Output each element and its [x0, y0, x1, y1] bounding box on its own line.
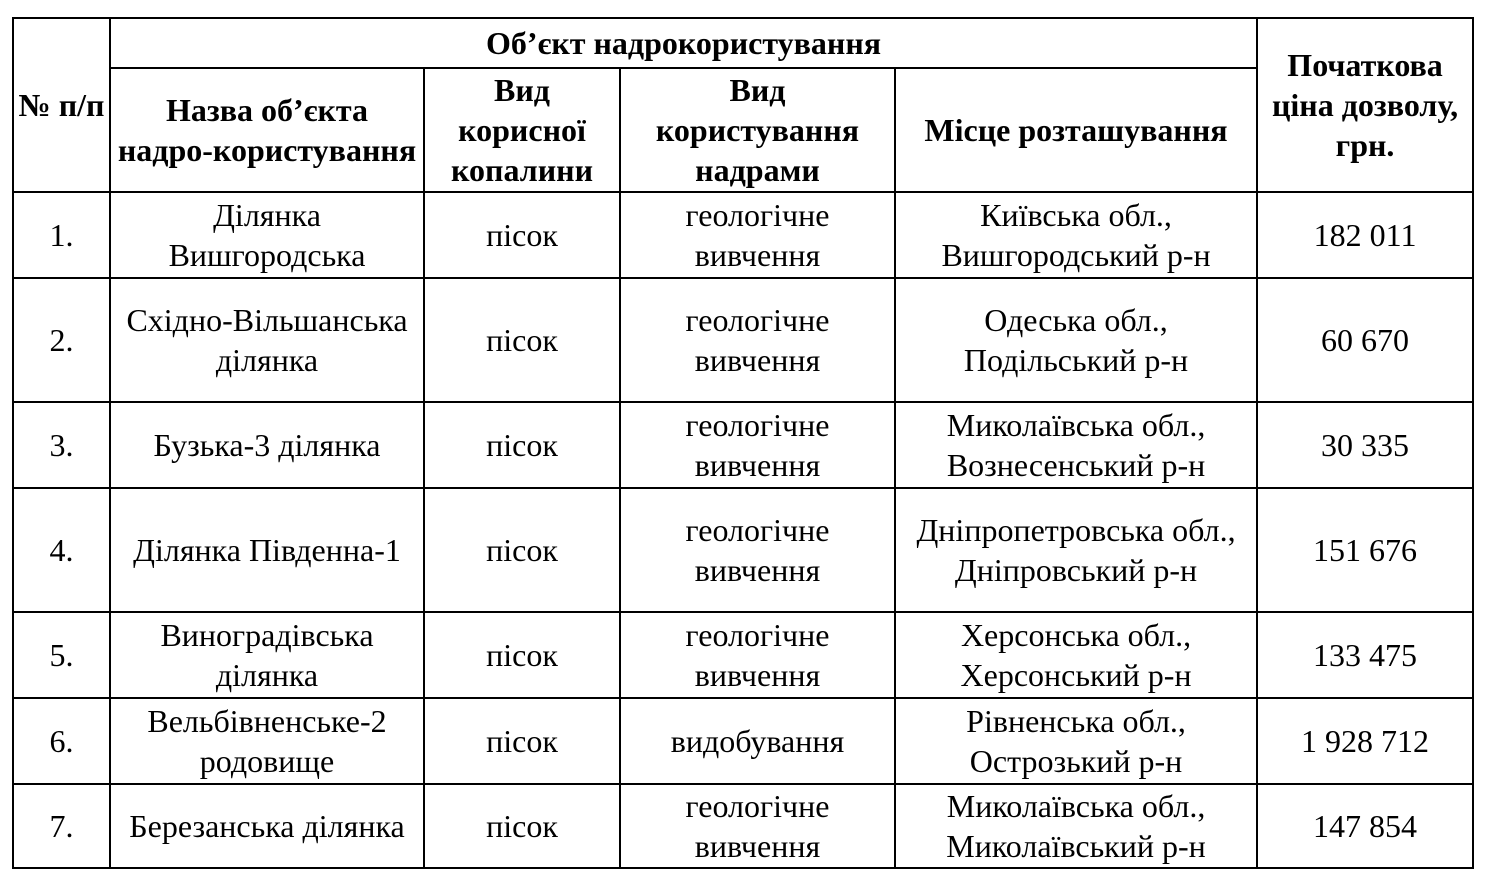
header-usage: Вид користування надрами [620, 68, 895, 192]
cell-location: Херсонська обл., Херсонський р-н [895, 612, 1257, 698]
cell-name: Східно-Вільшанська ділянка [110, 278, 424, 402]
cell-name: Бузька-3 ділянка [110, 402, 424, 488]
header-row-sub [13, 68, 1473, 192]
cell-mineral: пісок [424, 278, 620, 402]
cell-location: Миколаївська обл., Миколаївський р-н [895, 784, 1257, 868]
cell-price: 60 670 [1257, 278, 1473, 402]
cell-name: Березанська ділянка [110, 784, 424, 868]
header-object-group: Об’єкт надрокористування [110, 18, 1257, 68]
cell-price: 147 854 [1257, 784, 1473, 868]
header-location: Місце розташування [895, 68, 1257, 192]
header-row-top [13, 18, 1473, 68]
cell-price: 133 475 [1257, 612, 1473, 698]
cell-price: 151 676 [1257, 488, 1473, 612]
cell-num: 1. [13, 192, 110, 278]
cell-num: 6. [13, 698, 110, 784]
cell-usage: видобування [620, 698, 895, 784]
cell-mineral: пісок [424, 784, 620, 868]
cell-price: 30 335 [1257, 402, 1473, 488]
header-name: Назва об’єкта надро-користування [110, 68, 424, 192]
cell-price: 1 928 712 [1257, 698, 1473, 784]
table-row [13, 698, 1473, 784]
cell-num: 7. [13, 784, 110, 868]
cell-num: 2. [13, 278, 110, 402]
table-row [13, 488, 1473, 612]
cell-name: Ділянка Вишгородська [110, 192, 424, 278]
cell-location: Дніпропетровська обл., Дніпровський р-н [895, 488, 1257, 612]
cell-usage: геологічне вивчення [620, 278, 895, 402]
table-row [13, 278, 1473, 402]
cell-mineral: пісок [424, 488, 620, 612]
cell-num: 4. [13, 488, 110, 612]
cell-usage: геологічне вивчення [620, 402, 895, 488]
cell-mineral: пісок [424, 612, 620, 698]
cell-usage: геологічне вивчення [620, 192, 895, 278]
header-mineral: Вид корисної копалини [424, 68, 620, 192]
cell-name: Виноградівська ділянка [110, 612, 424, 698]
table-row [13, 402, 1473, 488]
cell-name: Вельбівненське-2 родовище [110, 698, 424, 784]
cell-mineral: пісок [424, 698, 620, 784]
cell-num: 5. [13, 612, 110, 698]
cell-location: Рівненська обл., Острозький р-н [895, 698, 1257, 784]
cell-usage: геологічне вивчення [620, 488, 895, 612]
table-row [13, 612, 1473, 698]
cell-mineral: пісок [424, 192, 620, 278]
table-header [13, 18, 1473, 192]
cell-mineral: пісок [424, 402, 620, 488]
table-row [13, 784, 1473, 868]
cell-price: 182 011 [1257, 192, 1473, 278]
cell-name: Ділянка Південна-1 [110, 488, 424, 612]
cell-location: Миколаївська обл., Вознесенський р-н [895, 402, 1257, 488]
subsoil-use-table [12, 17, 1474, 869]
table-body [13, 192, 1473, 868]
cell-usage: геологічне вивчення [620, 784, 895, 868]
cell-location: Одеська обл., Подільський р-н [895, 278, 1257, 402]
cell-num: 3. [13, 402, 110, 488]
table-row [13, 192, 1473, 278]
header-num: № п/п [13, 18, 110, 192]
header-price: Початкова ціна дозволу, грн. [1257, 18, 1473, 192]
cell-usage: геологічне вивчення [620, 612, 895, 698]
cell-location: Київська обл., Вишгородський р-н [895, 192, 1257, 278]
